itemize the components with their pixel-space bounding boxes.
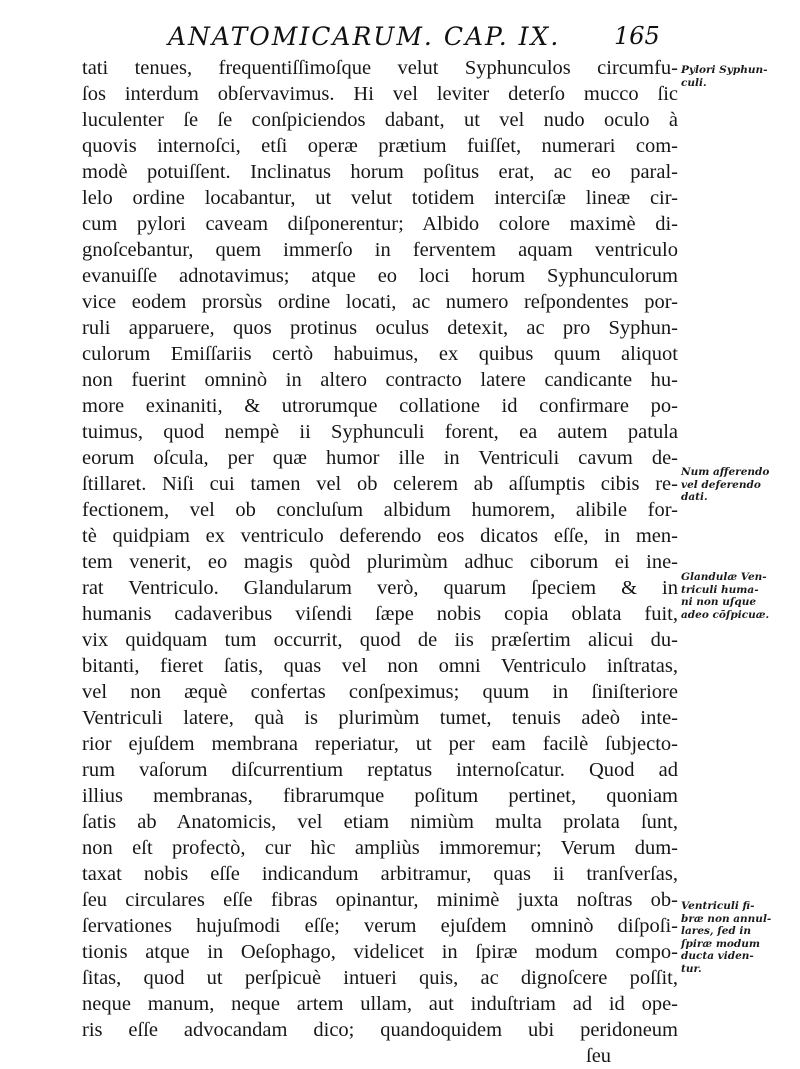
margin-note-line: Num afferendo xyxy=(681,466,770,478)
text-line: tuimus, quod nempè ii Syphunculi forent, ea autem patula xyxy=(82,421,678,443)
text-line: culorum Emiſſariis certò habuimus, ex quibus quum aliquot xyxy=(82,343,678,365)
text-line: more exinaniti, & utrorumque collatione id confirmare po- xyxy=(82,395,678,417)
text-line: ſeu circulares eſſe fibras opinantur, minimè juxta noſtras ob- xyxy=(82,889,678,911)
text-line: ſos interdum obſervavimus. Hi vel leviter deterſo mucco ſic xyxy=(82,83,678,105)
text-line: cum pylori caveam diſponerentur; Albido colore maximè di- xyxy=(82,213,678,235)
text-line: illius membranas, fibrarumque poſitum pertinet, quoniam xyxy=(82,785,678,807)
text-line: vix quidquam tum occurrit, quod de iis præſertim alicui du- xyxy=(82,629,678,651)
margin-note-num-afferendo xyxy=(681,466,793,504)
page-header xyxy=(0,22,800,52)
margin-note-pylori xyxy=(681,64,793,89)
margin-note-line: ſpiræ modum xyxy=(681,937,761,950)
text-line: luculenter ſe ſe conſpiciendos dabant, ut vel nudo oculo à xyxy=(82,109,678,131)
text-line: lelo ordine locabantur, ut velut totidem interciſæ lineæ cir- xyxy=(82,187,678,209)
margin-note-line: culi. xyxy=(681,76,707,89)
running-title: ANATOMICARUM. CAP. IX. xyxy=(168,22,561,51)
text-line: neque manum, neque artem ullam, aut induſtriam ad id ope- xyxy=(82,993,678,1015)
margin-note-glandulae xyxy=(681,571,793,621)
margin-note-line: dati. xyxy=(681,491,708,503)
page-number: 165 xyxy=(614,22,660,50)
text-line: tionis atque in Oeſophago, videlicet in ſpiræ modum compo- xyxy=(82,941,678,963)
margin-note-line: bræ non annul- xyxy=(681,912,772,925)
text-line: tem venerit, eo magis quòd plurimùm adhuc ciborum ei ine- xyxy=(82,551,678,573)
margin-note-line: lares, ſed in xyxy=(681,925,752,937)
text-line: bitanti, fieret ſatis, quas vel non omni Ventriculo inſtratas, xyxy=(82,655,678,677)
text-line: non eſt profectò, cur hìc ampliùs immoremur; Verum dum- xyxy=(82,837,678,859)
text-line: vel non æquè confertas conſpeximus; quum in ſiniſteriore xyxy=(82,681,678,703)
text-line: rat Ventriculo. Glandularum verò, quarum ſpeciem & in xyxy=(82,577,678,599)
margin-note-line: adeo cōſpicuæ. xyxy=(681,608,770,621)
text-line: ſatis ab Anatomicis, vel etiam nimiùm multa prolata ſunt, xyxy=(82,811,678,833)
margin-note-line: Pylori Syphun- xyxy=(681,64,768,76)
margin-note-line: vel deferendo xyxy=(681,478,761,491)
text-line: tè quidpiam ex ventriculo deferendo eos dicatos eſſe, in men- xyxy=(82,525,678,547)
text-line: ſervationes hujuſmodi eſſe; verum ejuſdem omninò diſpoſi- xyxy=(82,915,678,937)
text-line: ris eſſe advocandam dico; quandoquidem ubi peridoneum xyxy=(82,1019,678,1041)
margin-note-line: Glandulæ Ven- xyxy=(681,571,767,583)
text-line: quovis internoſci, etſi operæ prætium fuiſſet, numerari com- xyxy=(82,135,678,157)
text-line: evanuiſſe adnotavimus; atque eo loci horum Syphunculorum xyxy=(82,265,678,287)
text-line: fectionem, vel ob concluſum albidum humorem, alibile for- xyxy=(82,499,678,521)
main-text-block xyxy=(82,55,678,1069)
margin-note-line: ducta viden- xyxy=(681,950,754,962)
text-line: ſitas, quod ut perſpicuè intueri quis, ac dignoſcere poſſit, xyxy=(82,967,678,989)
margin-note-ventriculi-fibrae xyxy=(681,900,793,975)
margin-note-line: tur. xyxy=(681,962,702,975)
text-line: rum vaſorum diſcurrentium reptatus internoſcatur. Quod ad xyxy=(82,759,678,781)
text-line: gnoſcebantur, quem immerſo in ferventem aquam ventriculo xyxy=(82,239,678,261)
text-line: Ventriculi latere, quà is plurimùm tumet, tenuis adeò inte- xyxy=(82,707,678,729)
text-line: non fuerint omninò in altero contracto latere candicante hu- xyxy=(82,369,678,391)
text-line: ruli apparuere, quos protinus oculus detexit, ac pro Syphun- xyxy=(82,317,678,339)
text-line: ſtillaret. Niſi cui tamen vel ob celerem ab aſſumptis cibis re- xyxy=(82,473,678,495)
text-line: humanis cadaveribus viſendi ſæpe nobis copia oblata fuit, xyxy=(82,603,678,625)
text-line: modè potuiſſent. Inclinatus horum poſitus erat, ac eo paral- xyxy=(82,161,678,183)
text-line: taxat nobis eſſe indicandum arbitramur, quas ii tranſverſas, xyxy=(82,863,678,885)
margin-note-line: triculi huma- xyxy=(681,583,759,596)
text-line: tati tenues, frequentiſſimoſque velut Syphunculos circumfu- xyxy=(82,57,678,79)
margin-note-line: ni non uſque xyxy=(681,596,757,608)
text-line: vice eodem prorsùs ordine locati, ac numero reſpondentes por- xyxy=(82,291,678,313)
text-line: eorum oſcula, per quæ humor ille in Ventriculi cavum de- xyxy=(82,447,678,469)
catchword: ſeu xyxy=(586,1045,612,1067)
text-line: rior ejuſdem membrana reperiatur, ut per eam facilè ſubjecto- xyxy=(82,733,678,755)
margin-note-line: Ventriculi fi- xyxy=(681,900,755,912)
